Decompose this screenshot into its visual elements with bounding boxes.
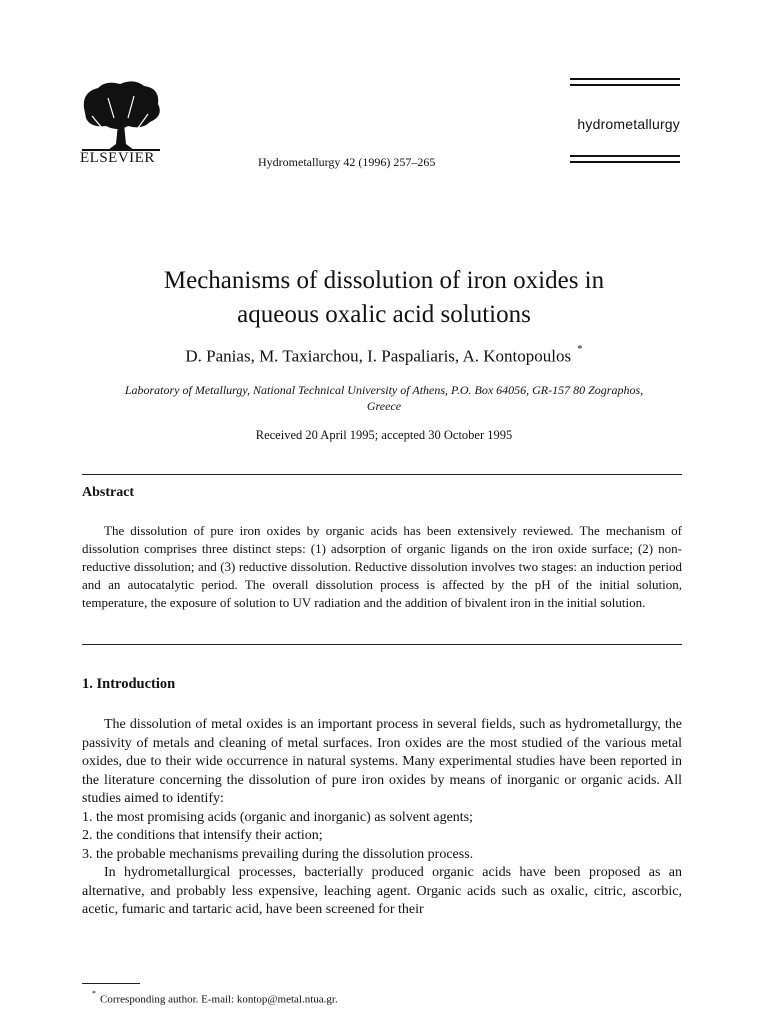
publisher-tree-logo [78,78,164,156]
intro-list-item-1: 1. the most promising acids (organic and inorganic) as solvent agents; [82,809,474,825]
introduction-body [82,716,682,920]
footnote-rule [82,983,140,984]
header-rule-top [570,78,680,80]
intro-paragraph-1: The dissolution of metal oxides is an important process in several fields, such as hydrometallurgy, the passivity of metals and cleaning of metal surfaces. Iron oxides are the most studied of the various metal oxides, due to their wide occurrence in natural systems. Many experimental studies have been reported in the literature concerning the dissolution of pure iron oxides by means of inorganic or organic acids. All studies aimed to identify: [82,717,682,806]
footnote [92,991,338,1006]
rule-above-abstract [82,474,682,475]
journal-name: hydrometallurgy [577,116,680,132]
intro-paragraph-2: In hydrometallurgical processes, bacterially produced organic acids have been proposed as an alternative, and probably less expensive, leaching agent. Organic acids such as oxalic, citric, ascorbic, acetic, fumaric and tartaric acid, have been screened for their [82,865,682,917]
footnote-text: Corresponding author. E-mail: kontop@metal.ntua.gr. [100,993,338,1006]
publisher-name: ELSEVIER [80,150,155,166]
corresponding-author-mark: * [577,343,583,355]
received-dates: Received 20 April 1995; accepted 30 October 1995 [255,428,513,442]
article-title [60,264,708,332]
authors-text: D. Panias, M. Taxiarchou, I. Paspaliaris, A. Kontopoulos [185,346,572,366]
affiliation-line-2: Greece [366,399,402,413]
intro-list [82,809,682,865]
introduction-heading: 1. Introduction [82,676,176,692]
abstract-body [82,522,682,612]
author-list [60,343,708,367]
header-rule-top-2 [570,84,680,86]
intro-list-item-3: 3. the probable mechanisms prevailing during the dissolution process. [82,846,474,862]
abstract-text: The dissolution of pure iron oxides by organic acids has been extensively reviewed. The mechanism of dissolution comprises three distinct steps: (1) adsorption of organic ligands on the iron oxide surface; (2) non-reductive dissolution; and (3) reductive dissolution. Reductive dissolution involves two stages: an induction period and an autocatalytic period. The overall dissolution process is affected by the pH of the initial solution, temperature, the exposure of solution to UV radiation and the addition of bivalent iron in the initial solution. [82,523,682,610]
affiliation-line-1: Laboratory of Metallurgy, National Technical University of Athens, P.O. Box 64056, GR-157 80 Zographos, [124,383,644,397]
footnote-mark: * [92,989,96,998]
affiliation [84,382,684,414]
header-rule-bottom-2 [570,161,680,163]
journal-citation: Hydrometallurgy 42 (1996) 257–265 [258,155,436,169]
intro-list-item-2: 2. the conditions that intensify their action; [82,828,323,843]
abstract-heading: Abstract [82,485,135,500]
header-rule-bottom [570,155,680,157]
title-line-2: aqueous oxalic acid solutions [237,301,531,328]
title-line-1: Mechanisms of dissolution of iron oxides in [163,267,605,294]
rule-below-abstract [82,644,682,645]
